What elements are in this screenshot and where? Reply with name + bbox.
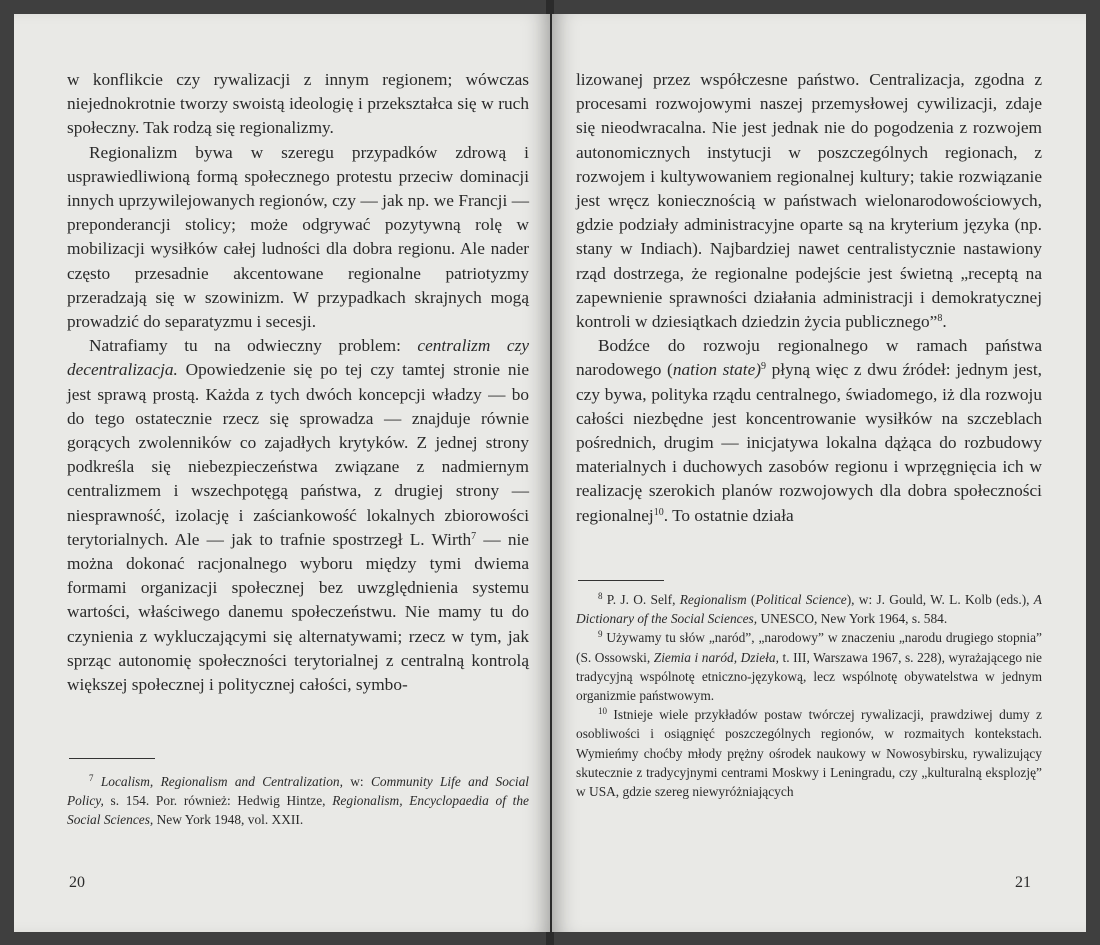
footnote — [576, 628, 1042, 705]
right-footnotes — [576, 590, 1042, 801]
footnote-number: 9 — [598, 629, 603, 640]
text-run: — nie można dokonać racjonalnego wyboru między tymi dwiema formami organizacji społecznej bez uwzględnienia systemu wartości, właściwego danemu społeczeństwu. Nie mamy tu do czynienia z wykluczającymi się alternatywami; rzecz w tym, jak sprząc autonomię społeczności terytorialnej z centralną kontrolą większej społecznej i politycznej całości, symbo- — [67, 529, 529, 695]
footnote — [67, 772, 529, 830]
text-run: lizowanej przez współczesne państwo. Centralizacja, zgodna z procesami rozwojowymi naszej przemysłowej cywilizacji, zdaje się nieodwracalna. Nie jest jednak nie do pogodzenia z rozwojem autonomicznych instytucji w poszczególnych regionach, z rozwojem i kultywowaniem regionalnej kultury; takie rozwiązanie jest wręcz koniecznością w państwach wielonarodowościowych, gdzie podziały administracyjne oparte są na kryterium języka (np. stany w Indiach). Najbardziej nawet centralistycznie nastawiony rząd dostrzega, że regionalne podejście jest świetną „receptą na zapewnienie sprawności działania administracji i demokratycznej kontroli w dziesiątkach dziedzin życia publicznego” — [576, 70, 1042, 332]
paragraph: w konflikcie czy rywalizacji z innym regionem; wówczas niejednokrotnie tworzy swoistą ideologię i przekształca się w ruch społeczny. Tak rodzą się regionalizmy. — [67, 70, 529, 138]
italic-title: Regionalism — [679, 592, 747, 607]
paragraph: Regionalizm bywa w szeregu przypadków zdrową i usprawiedliwioną formą społecznego protestu przeciw dominacji innych uprzywilejowanych regionów, czy — jak np. we Francji — preponderancji stolicy; może odgrywać pozytywną rolę w mobilizacji wysiłków całej ludności dla dobra regionu. Ale nader często przesadnie akcentowane regionalne patriotyzmy przeradzają się w szowinizm. W przypadkach skrajnych mogą prowadzić do separatyzmu i secesji. — [67, 142, 529, 332]
text-run: t. III, Warszawa 1967, s. 228), wyrażającego nie tradycyjną wspólnotę etniczno-językową, lecz wspólnotę obywatelstwa w jednym organizmie państwowym. — [576, 649, 1042, 704]
footnote-separator — [69, 758, 155, 759]
italic-title: Ziemia i naród, Dzieła, — [653, 649, 779, 665]
footnote — [576, 590, 1042, 628]
italic-term: centralizm czy decentralizacja. — [67, 336, 529, 380]
italic-title: Regionalism, Encyclopaedia of the Social Sciences, — [67, 793, 530, 828]
text-run: ), w: J. Gould, W. L. Kolb (eds.), — [846, 592, 1034, 607]
text-run: s. 154. Por. również: Hedwig Hintze, — [103, 793, 333, 809]
text-run: . — [942, 312, 947, 332]
footnote-ref: 10 — [653, 506, 664, 518]
text-run: Natrafiamy tu na odwieczny problem: — [89, 336, 418, 356]
left-page-body — [67, 68, 529, 697]
paragraph — [576, 68, 1042, 334]
left-page — [14, 14, 550, 932]
text-run: Opowiedzenie się po tej czy tamtej stronie nie jest sprawą prostą. Każda z tych dwóch koncepcji władzy — bo do tego ostatecznie rzecz się sprowadza — znajduje równie gorących zwolenników co zajadłych krytyków. Z jednej strony podkreśla się niebezpieczeństwa związane z nadmiernym centralizmem i wszechpotęgą państwa, z drugiej strony — niesprawność, izolację i zaściankowość lokalnych zbiorowości terytorialnych. Ale — jak to trafnie spostrzegł L. Wirth — [67, 360, 529, 549]
footnote-ref: 9 — [761, 361, 767, 373]
text-run: P. J. O. Self, — [606, 592, 680, 607]
text-run: New York 1948, vol. XXII. — [153, 812, 304, 828]
italic-title: A Dictionary of the Social Sciences, — [576, 592, 1042, 627]
footnote-number: 10 — [598, 706, 607, 717]
italic-title: Political Science — [755, 592, 847, 607]
footnote-number: 7 — [89, 773, 94, 783]
paragraph — [576, 334, 1042, 528]
footnote-ref: 7 — [471, 530, 477, 542]
italic-title: Community Life and Social Policy, — [67, 774, 529, 809]
paragraph — [67, 334, 529, 697]
italic-term: nation state) — [672, 360, 762, 380]
italic-title: Localism, Regionalism and Centralization, — [100, 774, 343, 789]
text-run: Istnieje wiele przykładów postaw twórczej rywalizacji, prawdziwej dumy z osobliwości i osiągnięć poszczególnych regionów, w rozmaitych kontekstach. Wymieńmy choćby młody prężny ośrodek naukowy w Nowosybirsku, rywalizujący skutecznie z tradycyjnymi centrami Moskwy i Leningradu, czy „kulturalną eksplozję” w USA, gdzie szereg niewyróżniających — [576, 707, 1042, 800]
right-page-body — [576, 68, 1042, 528]
footnote-separator — [578, 580, 664, 581]
page-number: 21 — [1015, 874, 1031, 891]
footnote — [576, 705, 1042, 801]
right-page — [552, 14, 1086, 932]
text-run: Bodźce do rozwoju regionalnego w ramach państwa narodowego ( — [576, 336, 1042, 380]
text-run: płyną więc z dwu źródeł: jednym jest, czy bywa, polityka rządu centralnego, świadomego, iż dla rozwoju całości niezbędne jest koncentrowanie wysiłków na szczeblach pośrednich, drugim — inicjatywa lokalna dążąca do rozbudowy materialnych i duchowych zasobów regionu i wprzęgnięcia ich w realizację szerokich planów rozwojowych dla dobra społeczności regionalnej — [576, 360, 1043, 525]
page-number: 20 — [69, 874, 85, 891]
text-run: ( — [746, 592, 756, 607]
text-run: UNESCO, New York 1964, s. 584. — [757, 611, 948, 627]
footnote-number: 8 — [598, 591, 603, 601]
left-footnotes — [67, 772, 529, 830]
text-run: . To ostatnie działa — [663, 505, 794, 525]
text-run: w: — [342, 774, 371, 789]
text-run: Używamy tu słów „naród”, „narodowy” w znaczeniu „narodu drugiego stopnia” (S. Ossowski, — [576, 630, 1042, 665]
footnote-ref: 8 — [937, 313, 943, 325]
